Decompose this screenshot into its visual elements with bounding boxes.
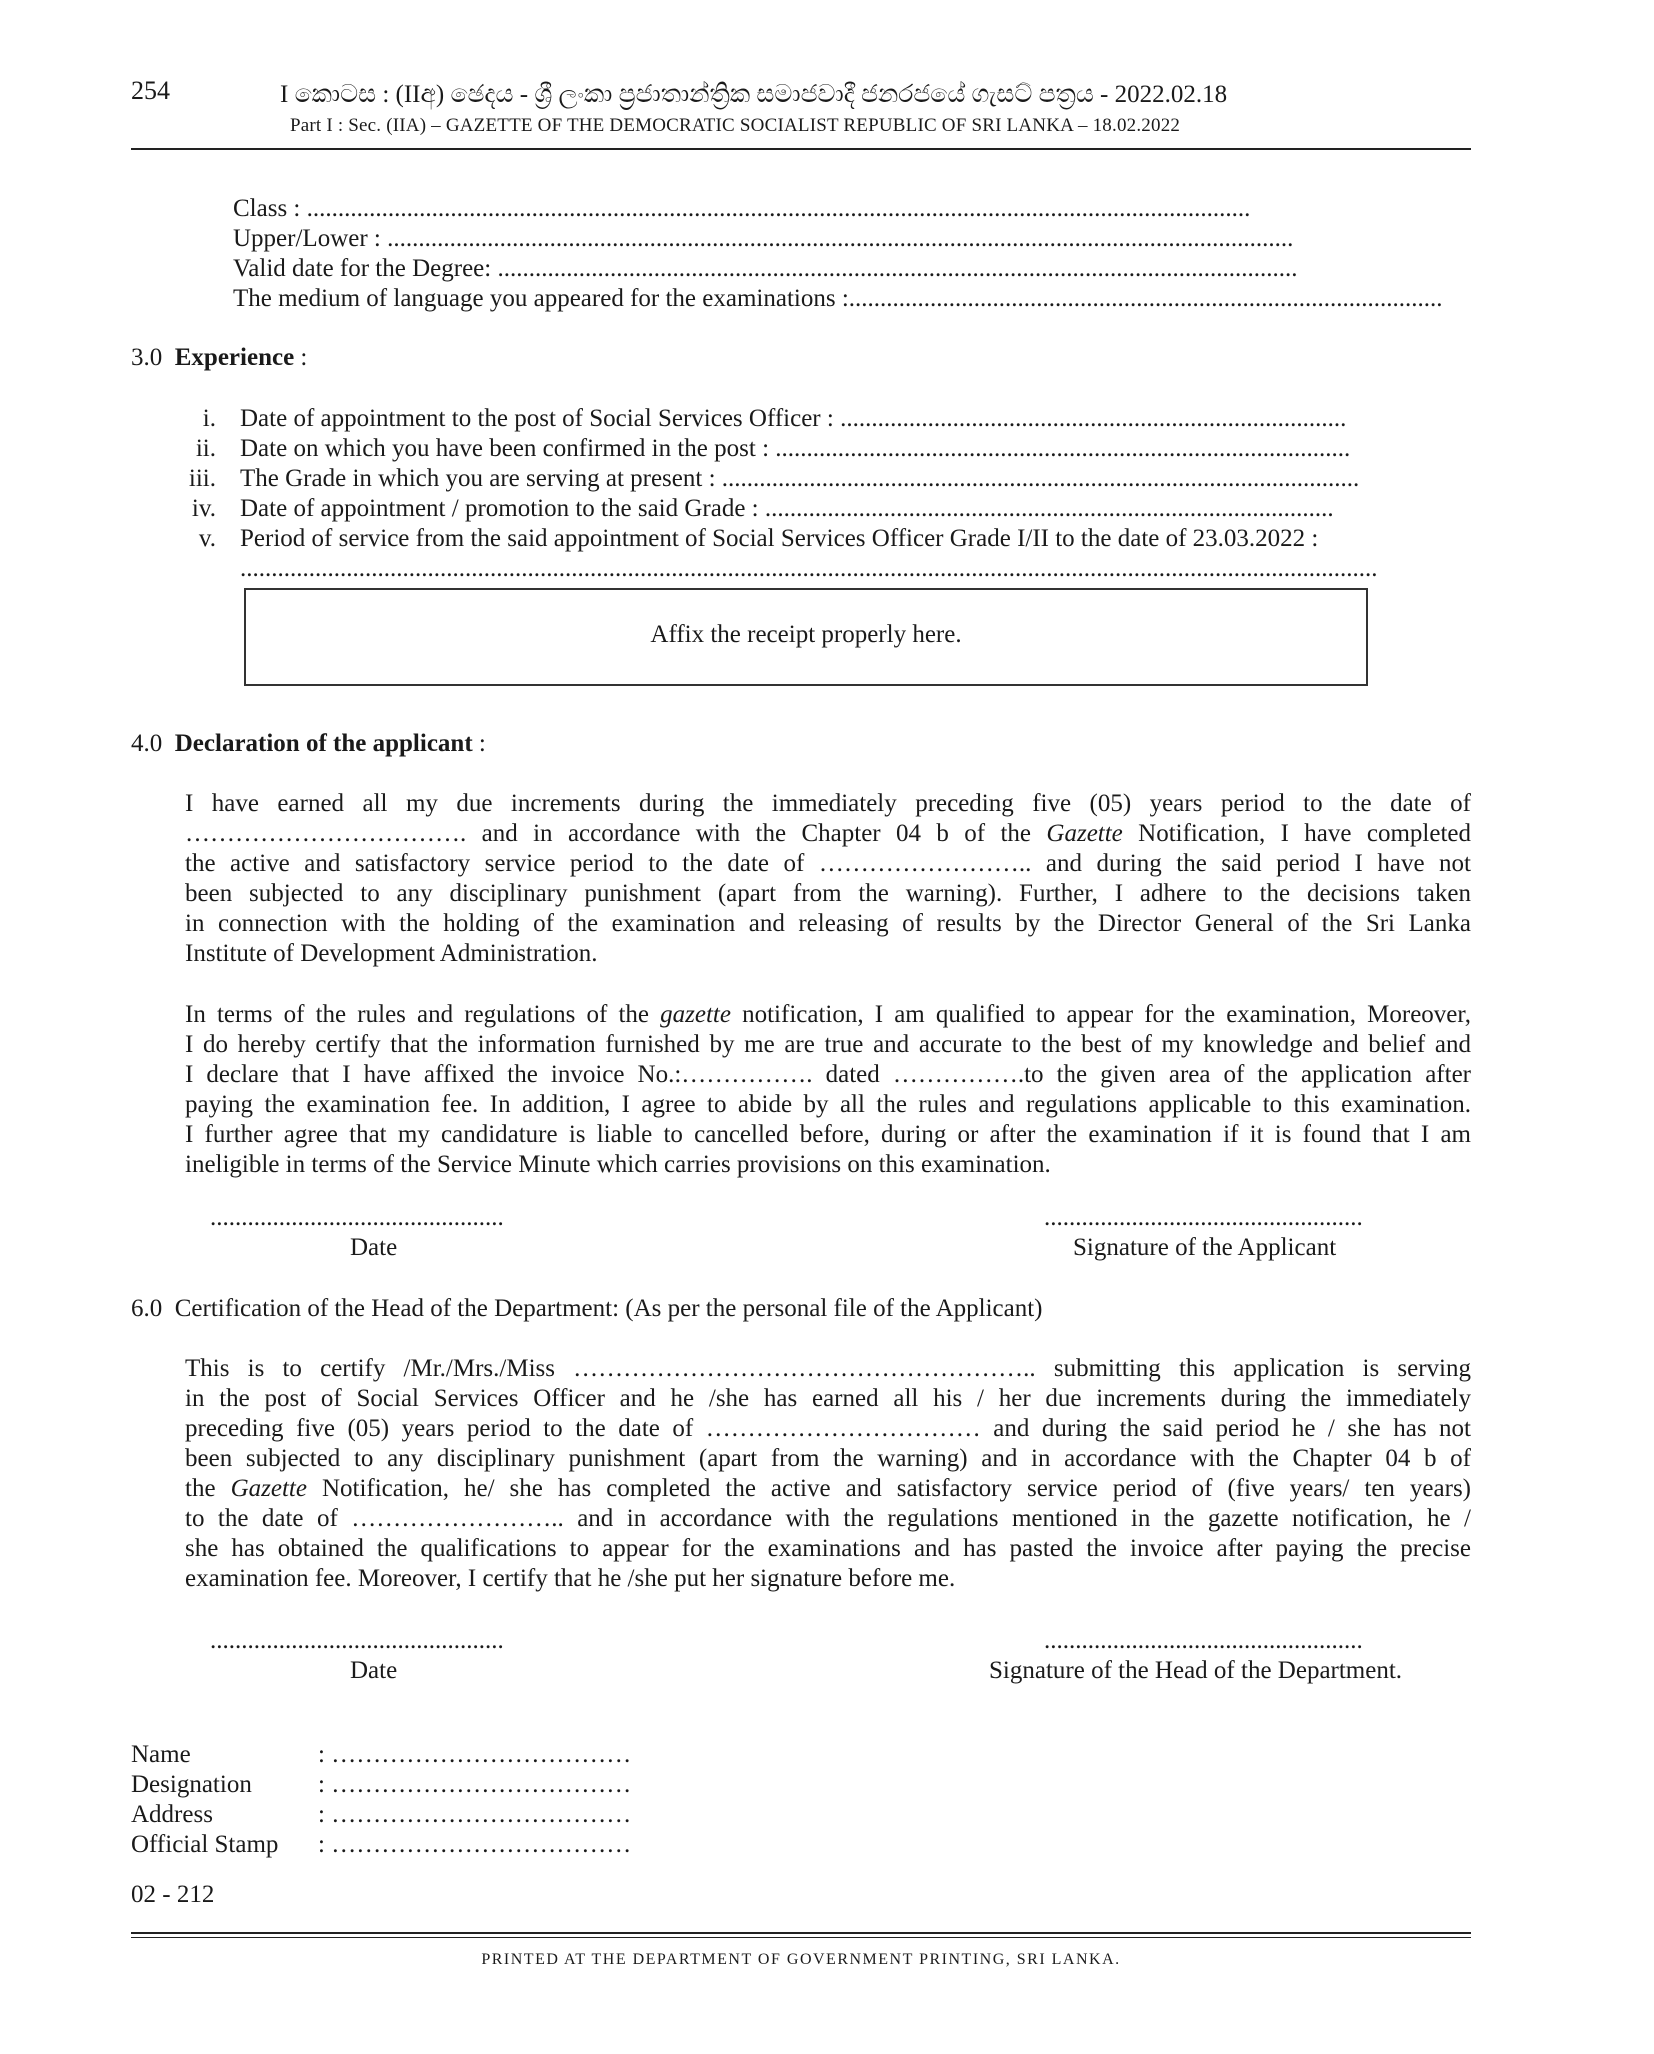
sinhala-header: I කොටස : (IIඅ) ඡෙදය - ශ්‍රී ලංකා ප්‍රජාතාන්ත්‍රික සමාජවාදී ජනරජයේ ගැසට් පත්‍රය - 2022.02.18: [280, 81, 1228, 108]
receipt-box-label: Affix the receipt properly here.: [650, 621, 962, 648]
degree-field-class: Class : .......................................................................................................................................................: [233, 195, 1251, 222]
head-signature-label: Signature of the Head of the Department.: [989, 1657, 1403, 1684]
officer-field-name: Name : ………………………………: [131, 1741, 632, 1768]
degree-field-valid-date: Valid date for the Degree: ................................................................................................................................: [233, 255, 1298, 282]
page-number: 254: [131, 76, 170, 105]
text-line: Institute of Development Administration.: [185, 940, 598, 967]
degree-fields: [233, 194, 1471, 314]
officer-field-designation: Designation : ………………………………: [131, 1771, 632, 1798]
text-line: been subjected to any disciplinary punishment (apart from the warning) and in accordance with the Chapter 04 b of: [185, 1445, 1471, 1472]
section-certification-heading: 6.0 Certification of the Head of the Department: (As per the personal file of the Applicant): [131, 1295, 1043, 1322]
text-line: This is to certify /Mr./Mrs./Miss ……………………………………………….. submitting this application is serving: [185, 1355, 1471, 1382]
experience-list: [150, 404, 1471, 584]
experience-item: iv. Date of appointment / promotion to the said Grade : ...........................................................................................: [191, 495, 1334, 522]
text-line: the Gazette Notification, he/ she has completed the active and satisfactory service period of (five years/ ten years): [185, 1475, 1471, 1502]
officer-field-address: Address : ………………………………: [131, 1801, 632, 1828]
applicant-date-label: Date: [350, 1234, 398, 1261]
text-line: preceding five (05) years period to the date of …………………………… and during the said period he / she has not: [185, 1415, 1471, 1442]
text-line: In terms of the rules and regulations of the gazette notification, I am qualified to appear for the examination, Moreover,: [185, 1001, 1471, 1028]
header-rule: [131, 148, 1471, 150]
text-line: ……………………………. and in accordance with the Chapter 04 b of the Gazette Notification, I have completed: [185, 820, 1471, 847]
section-declaration-heading: 4.0 Declaration of the applicant :: [131, 730, 486, 757]
text-line: in the post of Social Services Officer and he /she has earned all his / her due increments during the immediately: [185, 1385, 1471, 1412]
text-line: to the date of …………………….. and in accordance with the regulations mentioned in the gazette notification, he /: [185, 1505, 1471, 1532]
printer-footer: PRINTED AT THE DEPARTMENT OF GOVERNMENT PRINTING, SRI LANKA.: [481, 1951, 1121, 1968]
applicant-signature-line: ...................................................: [1044, 1204, 1363, 1231]
footer-rule-top: [131, 1932, 1471, 1934]
applicant-date-line: ...............................................: [210, 1204, 504, 1231]
text-line: in connection with the holding of the examination and releasing of results by the Director General of the Sri Lanka: [185, 910, 1471, 937]
degree-field-upper-lower: Upper/Lower : .................................................................................................................................................: [233, 225, 1294, 252]
document-code: 02 - 212: [131, 1881, 215, 1908]
text-line: she has obtained the qualifications to appear for the examinations and has pasted the invoice after paying the precise: [185, 1535, 1471, 1562]
text-line: paying the examination fee. In addition, I agree to abide by all the rules and regulations applicable to this examination.: [185, 1091, 1471, 1118]
declaration-paragraph-2: [185, 1000, 1471, 1180]
declaration-paragraph-1: [185, 789, 1471, 969]
officer-field-official-stamp: Official Stamp : ………………………………: [131, 1831, 632, 1858]
text-line: been subjected to any disciplinary punishment (apart from the warning). Further, I adhere to the decisions taken: [185, 880, 1471, 907]
experience-item: iii. The Grade in which you are serving at present : ......................................................................................................: [188, 465, 1360, 492]
head-signature-line: ...................................................: [1044, 1627, 1363, 1654]
footer-rule-bottom: [131, 1937, 1471, 1938]
text-line: examination fee. Moreover, I certify that he /she put her signature before me.: [185, 1565, 956, 1592]
section-experience-heading: 3.0 Experience :: [131, 344, 308, 371]
head-date-label: Date: [350, 1657, 398, 1684]
english-header: Part I : Sec. (IIA) – GAZETTE OF THE DEMOCRATIC SOCIALIST REPUBLIC OF SRI LANKA – 18.02.2022: [290, 115, 1181, 136]
experience-item: ii. Date on which you have been confirmed in the post : ............................................................................................: [195, 435, 1351, 462]
text-line: I do hereby certify that the information furnished by me are true and accurate to the best of my knowledge and belief and: [185, 1031, 1471, 1058]
text-line: ineligible in terms of the Service Minute which carries provisions on this examination.: [185, 1151, 1051, 1178]
text-line: I further agree that my candidature is liable to cancelled before, during or after the examination if it is found that I am: [185, 1121, 1471, 1148]
text-line: the active and satisfactory service period to the date of …………………….. and during the said period I have not: [185, 850, 1471, 877]
applicant-signature-label: Signature of the Applicant: [1073, 1234, 1337, 1261]
head-date-line: ...............................................: [210, 1627, 504, 1654]
text-line: I declare that I have affixed the invoice No.:……………. dated …………….to the given area of the application after: [185, 1061, 1471, 1088]
experience-item: v. Period of service from the said appointment of Social Services Officer Grade I/II to the date of 23.03.2022 :: [198, 525, 1319, 552]
text-line: I have earned all my due increments during the immediately preceding five (05) years period to the date of: [185, 790, 1471, 817]
experience-continuation: ......................................................................................................................................................................................: [240, 555, 1378, 582]
certification-paragraph: [185, 1354, 1471, 1594]
experience-item: i. Date of appointment to the post of Social Services Officer : .................................................................................: [202, 405, 1347, 432]
degree-field-medium: The medium of language you appeared for the examinations :...............................................................................................: [233, 285, 1443, 312]
officer-fields: [131, 1740, 631, 1860]
receipt-box: [244, 588, 1368, 686]
